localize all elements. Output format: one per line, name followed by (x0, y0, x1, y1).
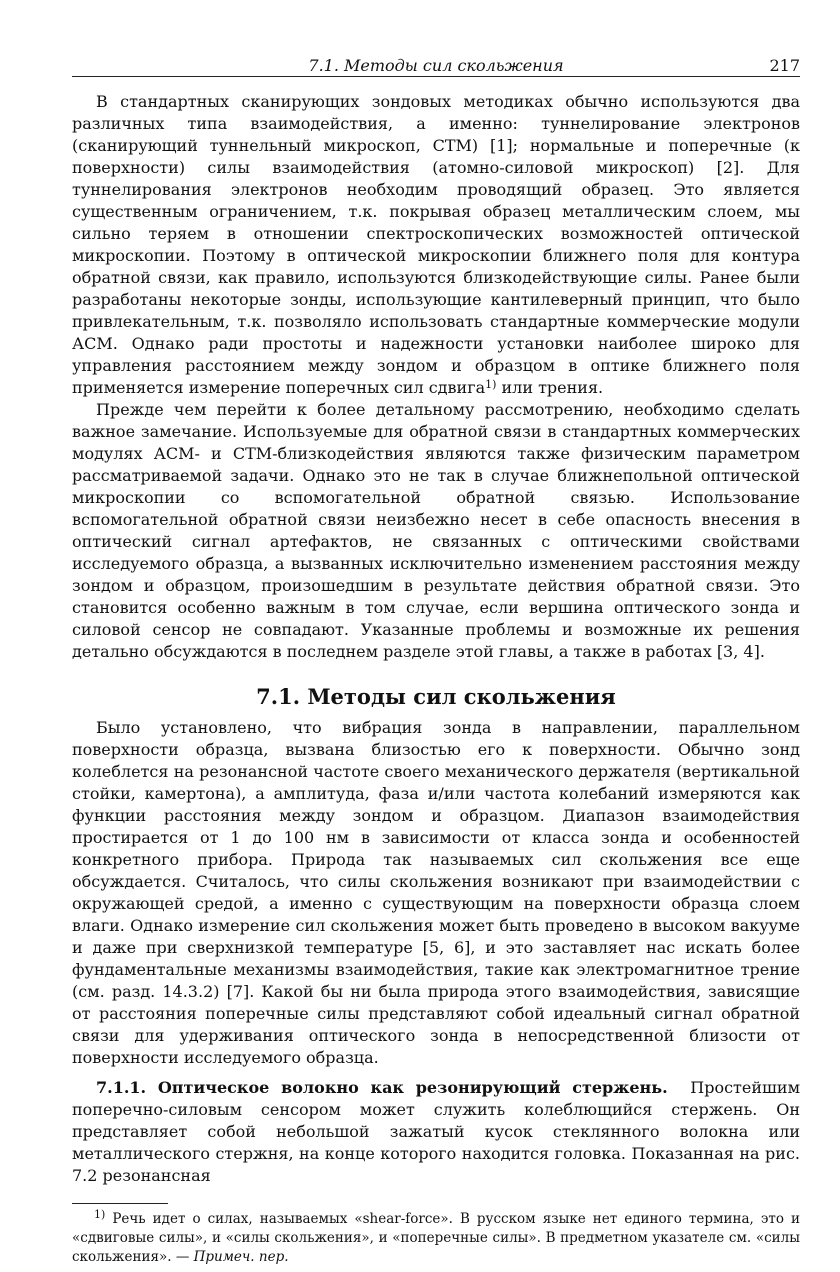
subsection-text: Простейшим поперечно-силовым сенсором может служить колеблющийся стержень. Он представляет собой небольшой зажатый кусок стеклянного волокна или металлического стержня, на конце которого находится головка. Показанная на рис. 7.2 резонансная (72, 1078, 801, 1185)
paragraph-shear-force: Было установлено, что вибрация зонда в направлении, параллельном поверхности образца, вызвана близостью его к поверхности. Обычно зонд колеблется на резонансной частоте своего механического держателя (вертикальной стойки, камертона), а амплитуда, фаза и/или частота колебаний измеряются как функции расстояния между зондом и образцом. Диапазон взаимодействия простирается от 1 до 100 нм в зависимости от класса зонда и особенностей конкретного прибора. Природа так называемых сил скольжения все еще обсуждается. Считалось, что силы скольжения возникают при взаимодействии с окружающей средой, а именно с существующим на поверхности образца слоем влаги. Однако измерение сил скольжения может быть проведено в высоком вакууме и даже при сверхнизкой температуре [5, 6], и это заставляет нас искать более фундаментальные механизмы взаимодействия, такие как электромагнитное трение (см. разд. 14.3.2) [7]. Какой бы ни была природа этого взаимодействия, зависящие от расстояния поперечные силы представляют собой идеальный сигнал обратной связи для удерживания оптического зонда в непосредственной близости от поверхности исследуемого образца. (72, 718, 800, 1067)
page-number: 217 (769, 56, 800, 75)
paragraph-subsection (72, 1077, 800, 1187)
footnote (72, 1210, 800, 1267)
paragraph-intro (72, 91, 800, 399)
section-heading: 7.1. Методы сил скольжения (256, 684, 616, 709)
footnote-ref[interactable]: 1) (485, 378, 497, 391)
document-page (72, 48, 800, 1267)
running-title: 7.1. Методы сил скольжения (308, 56, 564, 75)
main-text (72, 91, 800, 1187)
footnote-body (72, 1210, 800, 1267)
running-header (72, 48, 800, 77)
subsection-heading: 7.1.1. Оптическое волокно как резонирующий стержень. (96, 1078, 668, 1097)
footnote-marker: 1) (94, 1208, 106, 1221)
paragraph-remark: Прежде чем перейти к более детальному рассмотрению, необходимо сделать важное замечание. Используемые для обратной связи в стандартных коммерческих модулях АСМ- и СТМ-близкодействия являются также физическим параметром рассматриваемой задачи. Однако это не так в случае ближнепольной оптической микроскопии со вспомогательной обратной связью. Использование вспомогательной обратной связи неизбежно несет в себе опасность внесения в оптический сигнал артефактов, не связанных с оптическими свойствами исследуемого образца, а вызванных исключительно изменением расстояния между зондом и образцом, произошедшим в результате действия обратной связи. Это становится особенно важным в том случае, если вершина оптического зонда и силовой сенсор не совпадают. Указанные проблемы и возможные их решения детально обсуждаются в последнем разделе этой главы, а также в работах [3, 4]. (72, 400, 800, 661)
paragraph-intro-text: В стандартных сканирующих зондовых методиках обычно используются два различных типа взаимодействия, а именно: туннелирование электронов (сканирующий туннельный микроскоп, СТМ) [1]; нормальные и поперечные (к поверхности) силы взаимодействия (атомно-силовой микроскоп) [2]. Для туннелирования электронов необходим проводящий образец. Это является существенным ограничением, т.к. покрывая образец металлическим слоем, мы сильно теряем в отношении спектроскопических возможностей оптической микроскопии. Поэтому в оптической микроскопии ближнего поля для контура обратной связи, как правило, используются близкодействующие силы. Ранее были разработаны некоторые зонды, использующие кантилеверный принцип, что было привлекательным, т.к. позволяло использовать стандартные коммерческие модули АСМ. Однако ради простоты и надежности установки наиболее широко для управления расстоянием между зондом и образцом в оптике ближнего поля применяется измерение поперечных сил сдвига (72, 92, 800, 397)
footnote-divider (72, 1203, 168, 1204)
footnote-signature: Примеч. пер. (193, 1249, 289, 1265)
paragraph-intro-tail: или трения. (496, 378, 604, 397)
footnote-text: Речь идет о силах, называемых «shear-force». В русском языке нет единого термина, это и «сдвиговые силы», и «силы скольжения», и «поперечные силы». В предметном указателе см. «силы скольжения». — (72, 1211, 800, 1265)
